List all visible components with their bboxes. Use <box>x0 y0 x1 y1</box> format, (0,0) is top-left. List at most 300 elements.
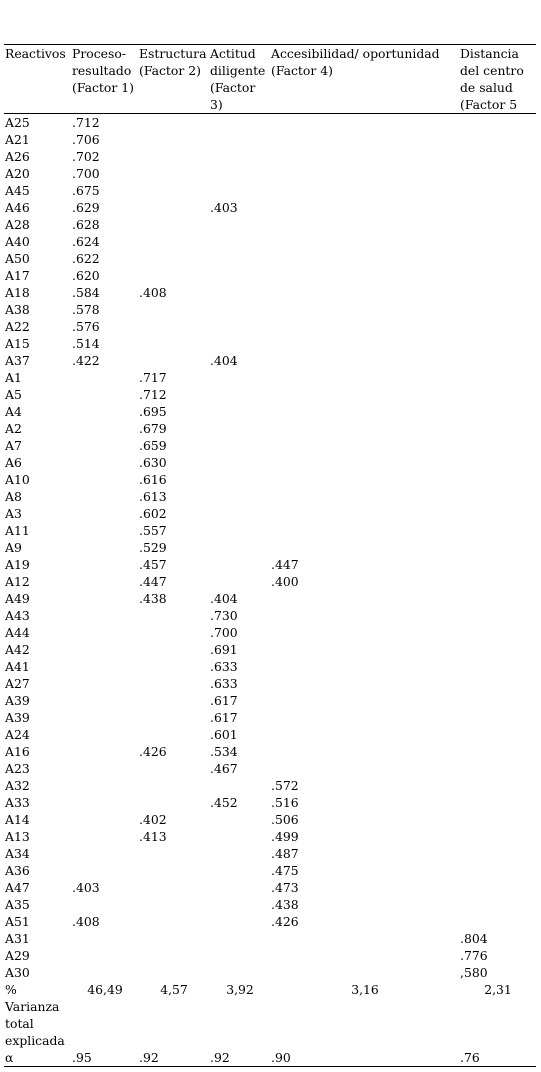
row-label-cell: A17 <box>5 268 30 283</box>
loading-cell <box>71 539 138 556</box>
header-factor-2: Estructura (Factor 2) <box>138 45 209 114</box>
loading-cell <box>270 216 459 233</box>
loading-cell <box>459 556 536 573</box>
table-row <box>4 556 536 573</box>
loading-cell <box>459 522 536 539</box>
row-label-cell: A4 <box>5 404 22 419</box>
row-label-cell: A14 <box>5 812 30 827</box>
table-row <box>4 216 536 233</box>
loading-cell <box>270 165 459 182</box>
loading-cell <box>138 879 209 896</box>
row-label-cell: A49 <box>5 591 30 606</box>
loading-cell: .613 <box>139 489 167 504</box>
loading-cell: .506 <box>271 812 299 827</box>
table-row <box>4 794 536 811</box>
row-label-cell: A22 <box>5 319 30 334</box>
table-row <box>4 454 536 471</box>
row-label-cell: A30 <box>5 965 30 980</box>
row-label-cell: A27 <box>5 676 30 691</box>
row-label-cell: A19 <box>5 557 30 572</box>
loading-cell <box>71 862 138 879</box>
table-row <box>4 182 536 199</box>
loading-cell: .90 <box>270 1049 459 1067</box>
loading-cell: .534 <box>210 744 238 759</box>
loading-cell: .620 <box>72 268 100 283</box>
loading-cell <box>138 148 209 165</box>
loading-cell <box>138 216 209 233</box>
table-row <box>4 675 536 692</box>
alpha-row <box>4 1049 536 1067</box>
loading-cell <box>71 777 138 794</box>
row-label-cell: A50 <box>5 251 30 266</box>
row-label-cell: A29 <box>5 948 30 963</box>
loading-cell: .659 <box>139 438 167 453</box>
loading-cell: .447 <box>139 574 167 589</box>
loading-cell <box>459 811 536 828</box>
loading-cell <box>71 573 138 590</box>
loading-cell <box>209 250 270 267</box>
loading-cell <box>71 760 138 777</box>
loading-cell <box>270 709 459 726</box>
loading-cell <box>209 573 270 590</box>
loading-cell <box>459 845 536 862</box>
loading-cell <box>459 726 536 743</box>
loading-cell: .422 <box>72 353 100 368</box>
loading-cell <box>138 947 209 964</box>
loading-cell <box>459 250 536 267</box>
loading-cell: .616 <box>139 472 167 487</box>
loading-cell <box>459 624 536 641</box>
loading-cell: 4,57 <box>160 982 188 997</box>
loading-cell: .706 <box>72 132 100 147</box>
table-row <box>4 199 536 216</box>
row-label-cell: A26 <box>5 149 30 164</box>
loading-cell <box>209 284 270 301</box>
loading-cell <box>71 488 138 505</box>
variance-row <box>4 981 536 1049</box>
loading-cell <box>270 352 459 369</box>
loading-cell <box>209 386 270 403</box>
row-label-cell: A43 <box>5 608 30 623</box>
row-label-cell: A10 <box>5 472 30 487</box>
loading-cell <box>459 216 536 233</box>
loading-cell: .601 <box>210 727 238 742</box>
loading-cell <box>138 794 209 811</box>
loading-cell: 3,16 <box>351 982 379 997</box>
loading-cell: .403 <box>72 880 100 895</box>
loading-cell: .475 <box>271 863 299 878</box>
loading-cell <box>459 437 536 454</box>
loading-cell: .557 <box>139 523 167 538</box>
loading-cell <box>270 131 459 148</box>
loading-cell <box>138 352 209 369</box>
loading-cell <box>459 760 536 777</box>
loading-cell: .408 <box>139 285 167 300</box>
table-row <box>4 301 536 318</box>
loading-cell: 46,49 <box>87 982 123 997</box>
row-label-cell: A25 <box>5 115 30 130</box>
loading-cell <box>209 335 270 352</box>
row-label-cell: A42 <box>5 642 30 657</box>
loading-cell <box>71 930 138 947</box>
loading-cell <box>71 828 138 845</box>
loading-cell <box>209 301 270 318</box>
table-row <box>4 573 536 590</box>
loading-cell <box>71 947 138 964</box>
table-row <box>4 267 536 284</box>
loading-cell <box>71 454 138 471</box>
loading-cell <box>209 437 270 454</box>
loading-cell: .404 <box>210 353 238 368</box>
loading-cell <box>138 182 209 199</box>
loading-cell <box>209 522 270 539</box>
loading-cell <box>459 862 536 879</box>
loading-cell <box>71 624 138 641</box>
loading-cell <box>270 318 459 335</box>
loading-cell <box>209 777 270 794</box>
row-label-cell: A34 <box>5 846 30 861</box>
loading-cell: .529 <box>139 540 167 555</box>
loading-cell: .633 <box>210 659 238 674</box>
loading-cell <box>459 505 536 522</box>
loading-cell: .402 <box>139 812 167 827</box>
loading-cell <box>270 692 459 709</box>
header-factor-3: Actitud diligente (Factor 3) <box>209 45 270 114</box>
row-label-cell: A8 <box>5 489 22 504</box>
loading-cell <box>71 420 138 437</box>
table-row <box>4 811 536 828</box>
table-row <box>4 590 536 607</box>
loading-cell <box>270 505 459 522</box>
table-row <box>4 284 536 301</box>
loading-cell: .438 <box>271 897 299 912</box>
row-label-cell: A35 <box>5 897 30 912</box>
loading-cell <box>138 675 209 692</box>
loading-cell <box>459 590 536 607</box>
table-row <box>4 607 536 624</box>
row-label-cell: A7 <box>5 438 22 453</box>
loading-cell <box>71 709 138 726</box>
header-factor-5: Distancia del centro de salud (Factor 5 <box>459 45 536 114</box>
loading-cell <box>209 165 270 182</box>
table-row <box>4 896 536 913</box>
table-row <box>4 964 536 981</box>
loading-cell <box>459 777 536 794</box>
loading-cell <box>459 301 536 318</box>
loading-cell: ,580 <box>460 965 488 980</box>
loading-cell <box>71 811 138 828</box>
row-label-cell: A39 <box>5 710 30 725</box>
loading-cell <box>209 131 270 148</box>
table-row <box>4 233 536 250</box>
loading-cell <box>270 284 459 301</box>
loading-cell <box>209 811 270 828</box>
loading-cell <box>270 471 459 488</box>
loading-cell <box>270 335 459 352</box>
loading-cell: .447 <box>271 557 299 572</box>
row-label-cell: A28 <box>5 217 30 232</box>
loading-cell <box>138 896 209 913</box>
loading-cell <box>270 947 459 964</box>
loading-cell <box>270 420 459 437</box>
row-label-cell: A37 <box>5 353 30 368</box>
loading-cell <box>270 182 459 199</box>
loading-cell <box>209 488 270 505</box>
loading-cell: .92 <box>209 1049 270 1067</box>
loading-cell <box>138 131 209 148</box>
row-label-cell: A39 <box>5 693 30 708</box>
loading-cell <box>209 114 270 132</box>
row-label-cell: A51 <box>5 914 30 929</box>
loading-cell: .408 <box>72 914 100 929</box>
loading-cell <box>209 318 270 335</box>
loading-cell <box>71 437 138 454</box>
loading-cell <box>209 148 270 165</box>
loading-cell: .776 <box>460 948 488 963</box>
loading-cell <box>209 233 270 250</box>
table-row <box>4 369 536 386</box>
loading-cell <box>270 522 459 539</box>
loading-cell <box>138 250 209 267</box>
row-label-cell: A1 <box>5 370 22 385</box>
loading-cell <box>459 131 536 148</box>
loading-cell: .404 <box>210 591 238 606</box>
row-label-cell: A21 <box>5 132 30 147</box>
loading-cell <box>459 607 536 624</box>
loading-cell: .426 <box>139 744 167 759</box>
row-label-cell: A12 <box>5 574 30 589</box>
table-row <box>4 777 536 794</box>
table-row <box>4 386 536 403</box>
loading-cell <box>138 199 209 216</box>
loading-cell <box>270 590 459 607</box>
loading-cell <box>270 199 459 216</box>
loading-cell <box>209 182 270 199</box>
row-label-cell: A5 <box>5 387 22 402</box>
loading-cell <box>209 964 270 981</box>
loading-cell: .473 <box>271 880 299 895</box>
loading-cell <box>138 930 209 947</box>
loading-cell <box>459 879 536 896</box>
loading-cell <box>459 641 536 658</box>
loading-cell: .633 <box>210 676 238 691</box>
loading-cell <box>270 454 459 471</box>
loading-cell <box>459 352 536 369</box>
table-row <box>4 437 536 454</box>
row-label-cell: A16 <box>5 744 30 759</box>
loading-cell: .467 <box>210 761 238 776</box>
loading-cell <box>138 692 209 709</box>
loading-cell <box>138 726 209 743</box>
loading-cell: .602 <box>139 506 167 521</box>
loading-cell <box>459 573 536 590</box>
loading-cell <box>459 386 536 403</box>
loading-cell <box>209 267 270 284</box>
table-row <box>4 641 536 658</box>
loading-cell <box>138 318 209 335</box>
loading-cell <box>270 369 459 386</box>
loading-cell <box>71 403 138 420</box>
loading-cell <box>270 743 459 760</box>
table-row <box>4 250 536 267</box>
row-label-cell: A40 <box>5 234 30 249</box>
table-row <box>4 913 536 930</box>
loading-cell <box>209 913 270 930</box>
loading-cell: .76 <box>459 1049 536 1067</box>
loading-cell: .457 <box>139 557 167 572</box>
loading-cell <box>270 437 459 454</box>
loading-cell <box>71 896 138 913</box>
table-row <box>4 403 536 420</box>
loading-cell <box>209 828 270 845</box>
table-row <box>4 743 536 760</box>
loading-cell <box>270 488 459 505</box>
loading-cell <box>459 454 536 471</box>
loading-cell <box>459 658 536 675</box>
loading-cell <box>209 454 270 471</box>
table-row <box>4 726 536 743</box>
table-row <box>4 522 536 539</box>
loading-cell <box>459 318 536 335</box>
row-label-cell: A38 <box>5 302 30 317</box>
loading-cell <box>270 930 459 947</box>
loading-cell <box>270 267 459 284</box>
loading-cell: .617 <box>210 710 238 725</box>
loading-cell <box>138 913 209 930</box>
loading-cell: .730 <box>210 608 238 623</box>
loading-cell <box>270 148 459 165</box>
row-label-cell: A36 <box>5 863 30 878</box>
loading-cell: .514 <box>72 336 100 351</box>
row-label-cell: A3 <box>5 506 22 521</box>
loading-cell: .622 <box>72 251 100 266</box>
loading-cell <box>209 845 270 862</box>
loading-cell <box>71 692 138 709</box>
loading-cell: .617 <box>210 693 238 708</box>
loading-cell <box>459 488 536 505</box>
table-row <box>4 828 536 845</box>
row-label-cell: A45 <box>5 183 30 198</box>
loading-cell: .403 <box>210 200 238 215</box>
loading-cell: 3,92 <box>226 982 254 997</box>
loading-cell: .717 <box>139 370 167 385</box>
loading-cell <box>71 471 138 488</box>
loading-cell <box>138 114 209 132</box>
table-row <box>4 505 536 522</box>
loading-cell: .712 <box>139 387 167 402</box>
row-label-cell: A2 <box>5 421 22 436</box>
loading-cell <box>459 675 536 692</box>
loading-cell: .487 <box>271 846 299 861</box>
loading-cell <box>459 828 536 845</box>
loading-cell <box>71 590 138 607</box>
loading-cell: .675 <box>72 183 100 198</box>
loading-cell <box>138 964 209 981</box>
loading-cell <box>270 250 459 267</box>
loading-cell <box>138 335 209 352</box>
loading-cell <box>270 539 459 556</box>
loading-cell: .426 <box>271 914 299 929</box>
loading-cell: .438 <box>139 591 167 606</box>
loading-cell <box>459 471 536 488</box>
loading-cell: .584 <box>72 285 100 300</box>
loading-cell <box>71 641 138 658</box>
loading-cell: .576 <box>72 319 100 334</box>
loading-cell <box>270 658 459 675</box>
loading-cell <box>270 114 459 132</box>
loading-cell <box>459 284 536 301</box>
loading-cell: .628 <box>72 217 100 232</box>
table-row <box>4 148 536 165</box>
loading-cell <box>459 114 536 132</box>
loading-cell: .679 <box>139 421 167 436</box>
loading-cell <box>270 641 459 658</box>
row-label-cell: A24 <box>5 727 30 742</box>
table-row <box>4 420 536 437</box>
loading-cell <box>71 369 138 386</box>
loading-cell <box>270 386 459 403</box>
loading-cell <box>459 182 536 199</box>
table-row <box>4 165 536 182</box>
table-row <box>4 658 536 675</box>
loading-cell <box>138 233 209 250</box>
loading-cell <box>71 658 138 675</box>
loading-cell <box>138 624 209 641</box>
loading-cell <box>459 199 536 216</box>
row-label-cell: A9 <box>5 540 22 555</box>
loading-cell <box>138 658 209 675</box>
loading-cell <box>138 301 209 318</box>
table-row <box>4 471 536 488</box>
loading-cell <box>459 794 536 811</box>
loading-cell <box>270 964 459 981</box>
loading-cell: 2,31 <box>484 982 512 997</box>
row-label-cell: A15 <box>5 336 30 351</box>
table-row <box>4 760 536 777</box>
header-reactivos: Reactivos <box>4 45 71 114</box>
loading-cell <box>71 845 138 862</box>
loading-cell <box>459 913 536 930</box>
table-row <box>4 692 536 709</box>
row-label-cell: A41 <box>5 659 30 674</box>
row-label-cell: A31 <box>5 931 30 946</box>
loading-cell: .578 <box>72 302 100 317</box>
row-label-cell: A18 <box>5 285 30 300</box>
loading-cell: .624 <box>72 234 100 249</box>
loading-cell <box>270 624 459 641</box>
loading-cell <box>209 420 270 437</box>
loading-cell: .572 <box>271 778 299 793</box>
loading-cell <box>71 386 138 403</box>
table-row <box>4 624 536 641</box>
loading-cell <box>71 964 138 981</box>
loading-cell: .695 <box>139 404 167 419</box>
loading-cell <box>138 709 209 726</box>
loading-cell: .712 <box>72 115 100 130</box>
table-row <box>4 930 536 947</box>
loading-cell <box>71 794 138 811</box>
loading-cell <box>459 896 536 913</box>
table-row <box>4 879 536 896</box>
loading-cell <box>138 777 209 794</box>
row-label-cell: A11 <box>5 523 30 538</box>
loading-cell <box>209 556 270 573</box>
table-row <box>4 862 536 879</box>
loading-cell <box>270 403 459 420</box>
loading-cell <box>459 369 536 386</box>
loading-cell <box>459 335 536 352</box>
table-row <box>4 318 536 335</box>
